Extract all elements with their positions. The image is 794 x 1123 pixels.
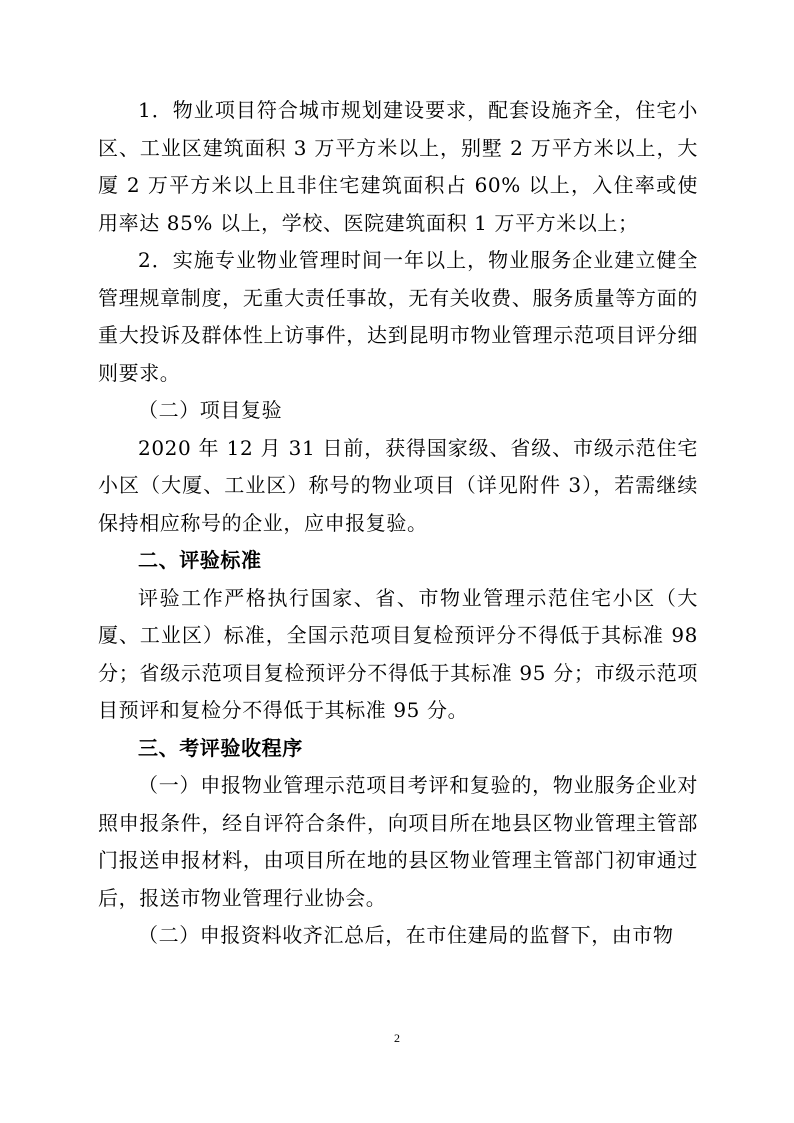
- procedure-item-2-paragraph: （二）申报资料收齐汇总后，在市住建局的监督下，由市物: [138, 923, 674, 947]
- section-heading-evaluation-standard: 二、评验标准: [138, 548, 262, 572]
- standard-paragraph: 评验工作严格执行国家、省、市物业管理示范住宅小区（大厦、工业区）标准，全国示范项目复检预评分不得低于其标准 98 分；省级示范项目复检预评分不得低于其标准 95 分；市级示范项目预评和复检分不得低于其标准 95 分。: [98, 585, 698, 722]
- procedure-item-1-paragraph: （一）申报物业管理示范项目考评和复验的，物业服务企业对照申报条件，经自评符合条件，向项目所在地县区物业管理主管部门报送申报材料，由项目所在地的县区物业管理主管部门初审通过后，报送市物业管理行业协会。: [98, 773, 698, 910]
- item-1-paragraph: 1．物业项目符合城市规划建设要求，配套设施齐全，住宅小区、工业区建筑面积 3 万平方米以上，别墅 2 万平方米以上，大厦 2 万平方米以上且非住宅建筑面积占 60% 以上，入住率或使用率达 85% 以上，学校、医院建筑面积 1 万平方米以上；: [98, 98, 698, 235]
- body-text: [98, 92, 698, 955]
- page-number: 2: [394, 1031, 400, 1045]
- subheading-project-review: （二）项目复验: [138, 398, 283, 422]
- section-heading-procedure: 三、考评验收程序: [138, 735, 303, 760]
- review-paragraph: 2020 年 12 月 31 日前，获得国家级、省级、市级示范住宅小区（大厦、工业区）称号的物业项目（详见附件 3），若需继续保持相应称号的企业，应申报复验。: [98, 435, 698, 535]
- item-2-paragraph: 2．实施专业物业管理时间一年以上，物业服务企业建立健全管理规章制度，无重大责任事故，无有关收费、服务质量等方面的重大投诉及群体性上访事件，达到昆明市物业管理示范项目评分细则要求。: [98, 248, 698, 385]
